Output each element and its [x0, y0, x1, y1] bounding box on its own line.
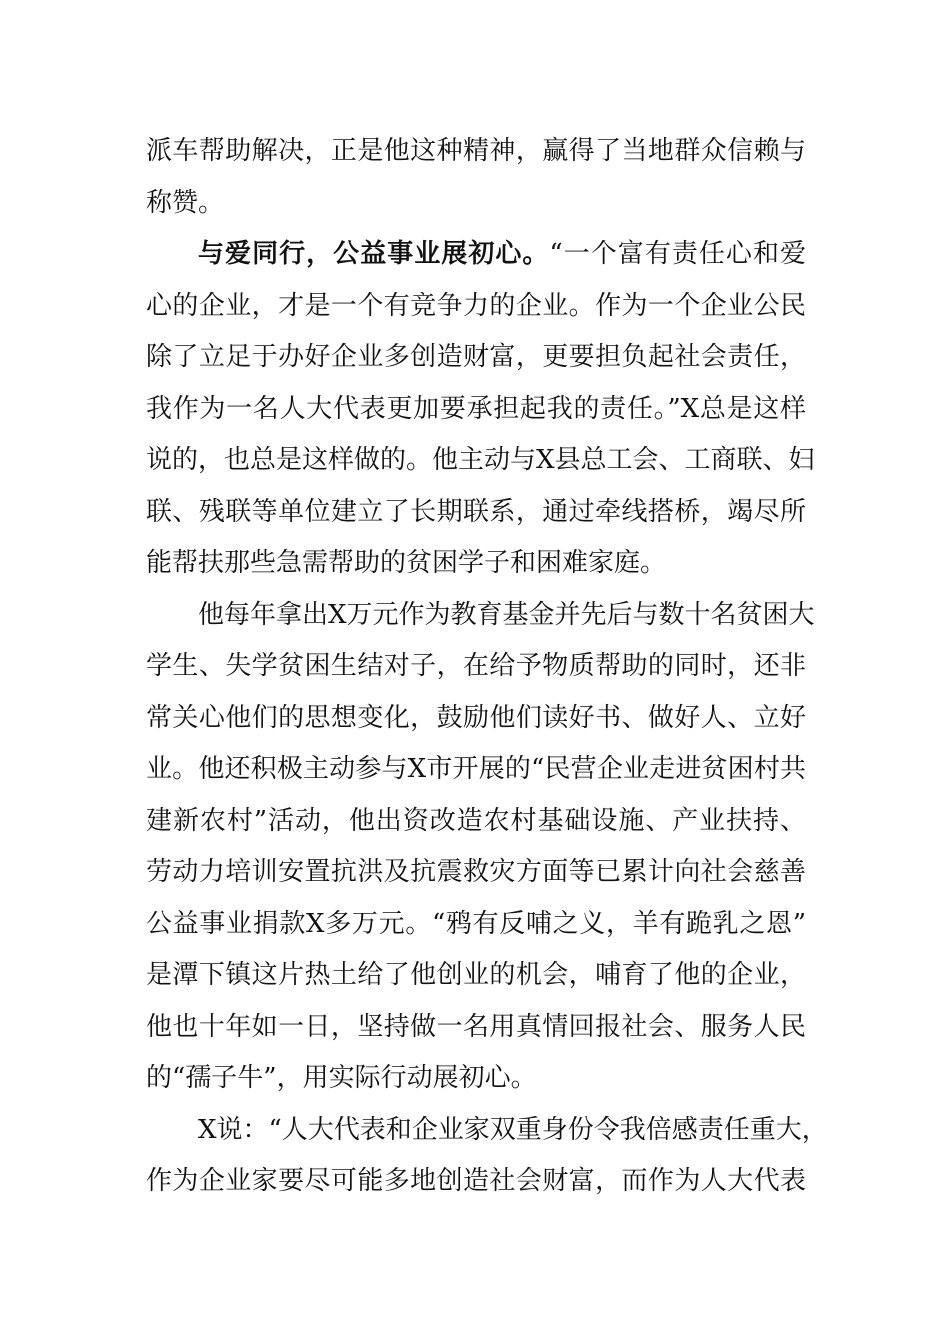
text-line: 他每年拿出X万元作为教育基金并先后与数十名贫困大 [198, 599, 815, 630]
text-line: 常关心他们的思想变化，鼓励他们读好书、做好人、立好 [146, 702, 806, 733]
section-heading-line [146, 229, 806, 281]
text-line: 派车帮助解决，正是他这种精神，赢得了当地群众信赖与 [146, 136, 806, 166]
text-line: 学生、失学贫困生结对子，在给予物质帮助的同时，还非 [146, 651, 806, 681]
text-line: X说：“人大代表和企业家双重身份令我倍感责任重大， [198, 1114, 828, 1145]
text-line: 除了立足于办好企业多创造财富，更要担负起社会责任， [146, 342, 806, 372]
section-heading: 与爱同行，公益事业展初心。 [198, 239, 550, 269]
text-line: 联、残联等单位建立了长期联系，通过牵线搭桥，竭尽所 [146, 496, 806, 527]
text-line: 建新农村”活动，他出资改造农村基础设施、产业扶持、 [146, 805, 806, 836]
text-line: 说的，也总是这样做的。他主动与X县总工会、工商联、妇 [146, 445, 815, 475]
text-line: 作为企业家要尽可能多地创造社会财富，而作为人大代表 [146, 1166, 806, 1196]
text-line: 他也十年如一日，坚持做一名用真情回报社会、服务人民 [146, 1011, 806, 1042]
text-line: 劳动力培训安置抗洪及抗震救灾方面等已累计向社会慈善 [146, 857, 806, 887]
document-body [146, 126, 828, 1208]
text-line: 我作为一名人大代表更加要承担起我的责任。”X总是这样 [146, 393, 806, 424]
text-line: 心的企业，才是一个有竞争力的企业。作为一个企业公民 [146, 290, 806, 321]
text-line: 是潭下镇这片热土给了他创业的机会，哺育了他的企业， [146, 960, 806, 990]
text-line: 公益事业捐款X多万元。“鸦有反哺之义，羊有跪乳之恩” [146, 908, 806, 939]
text-line: 的“孺子牛”，用实际行动展初心。 [146, 1063, 537, 1093]
heading-quote-start: “一个富有责任心和爱 [549, 239, 806, 269]
text-line: 称赞。 [146, 187, 225, 218]
text-line: 业。他还积极主动参与X市开展的“民营企业走进贫困村共 [146, 754, 806, 784]
text-line: 能帮扶那些急需帮助的贫困学子和困难家庭。 [146, 548, 667, 578]
